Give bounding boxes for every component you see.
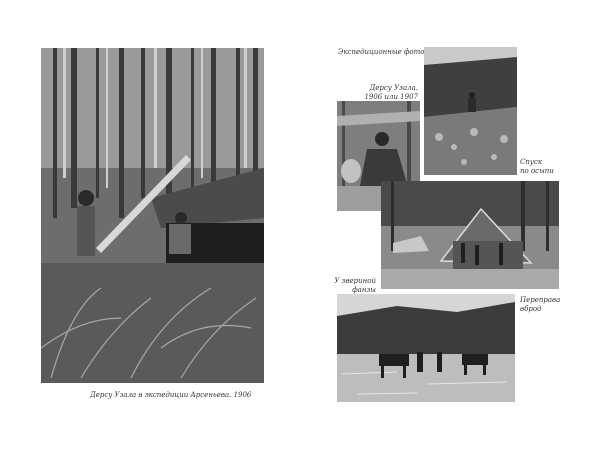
caption-ford-line1: Переправа <box>520 296 561 304</box>
caption-dersu <box>340 84 418 101</box>
caption-descent <box>520 158 554 175</box>
caption-dersu-line1: Дерсу Узала. <box>369 84 418 92</box>
caption-descent-line2: по осыпи <box>520 166 554 175</box>
photo-river-ford <box>337 294 515 402</box>
main-photo-forest-dugout <box>41 48 264 383</box>
caption-fanza-line2: фанзы <box>352 285 376 294</box>
caption-descent-line1: Спуск <box>520 158 543 166</box>
caption-fanza <box>330 277 376 294</box>
caption-ford <box>520 296 560 313</box>
section-label: Экспедиционные фото <box>338 48 425 56</box>
main-photo-caption: Дерсу Узала в экспедиции Арсеньева. 1906 <box>90 391 252 399</box>
caption-ford-line2: вброд <box>520 304 542 313</box>
photo-animal-fanza <box>381 181 559 289</box>
photo-descent-scree <box>424 47 517 175</box>
caption-fanza-line1: У звериной <box>334 277 376 285</box>
caption-dersu-line2: 1906 или 1907 <box>364 92 418 101</box>
